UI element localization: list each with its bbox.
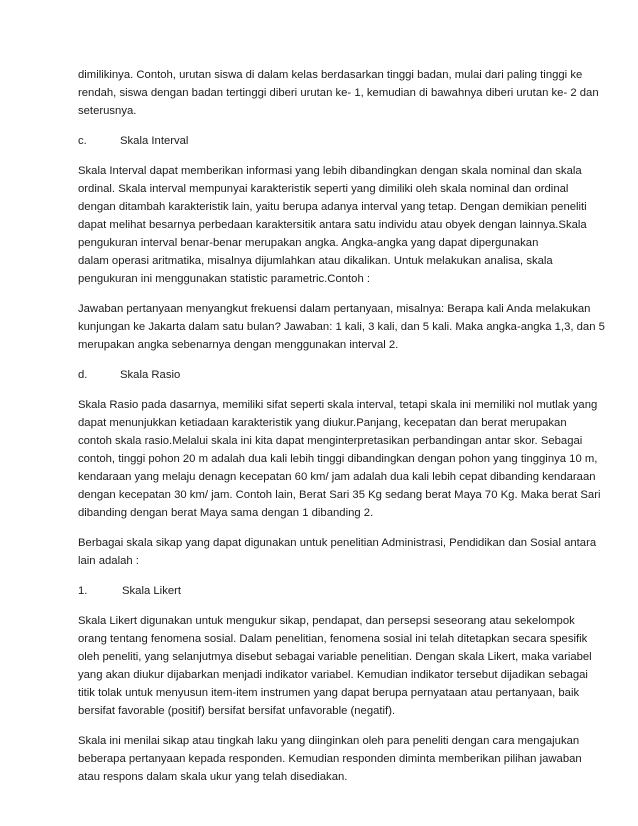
section-heading-skala-rasio — [78, 366, 572, 384]
text-line: beberapa pertanyaan kepada responden. Kemudian responden diminta memberikan pilihan jawaban — [78, 753, 582, 765]
text-line: oleh peneliti, yang selanjutmya disebut sebagai variable penelitian. Dengan skala Likert, maka variabel — [78, 651, 592, 663]
paragraph-skala-rasio-definition — [78, 396, 601, 522]
text-line: orang tentang fenomena sosial. Dalam penelitian, fenomena sosial ini telah ditetapkan secara spesifik — [78, 633, 588, 645]
heading-text: Skala Rasio — [120, 369, 181, 381]
heading-marker: d. — [78, 369, 88, 381]
text-line: dibanding dengan berat Maya sama dengan 1 dibanding 2. — [78, 507, 374, 519]
paragraph-skala-sikap-intro — [78, 534, 597, 570]
text-line: yang akan diukur dijabarkan menjadi indikator variabel. Kemudian indikator tersebut dijadikan sebagai — [78, 669, 588, 681]
text-line: Skala ini menilai sikap atau tingkah laku yang diinginkan oleh para peneliti dengan cara mengajukan — [78, 735, 580, 747]
text-line: rendah, siswa dengan badan tertinggi diberi urutan ke- 1, kemudian di bawahnya diberi urutan ke- 2 dan — [78, 87, 599, 99]
text-line: atau respons dalam skala ukur yang telah disediakan. — [78, 771, 348, 783]
text-line: Berbagai skala sikap yang dapat digunakan untuk penelitian Administrasi, Pendidikan dan Sosial antara — [78, 537, 597, 549]
text-line: Skala Interval dapat memberikan informasi yang lebih dibandingkan dengan skala nominal dan skala — [78, 165, 582, 177]
paragraph-ordinal-example-continuation — [78, 66, 599, 120]
section-heading-skala-likert — [78, 582, 572, 600]
text-line: Skala Rasio pada dasarnya, memiliki sifat seperti skala interval, tetapi skala ini memiliki nol mutlak yang — [78, 399, 598, 411]
text-line: dapat menunjukkan ketiadaan karakteristik yang diukur.Panjang, kecepatan dan berat merupakan — [78, 417, 567, 429]
text-line: contoh, tinggi pohon 20 m adalah dua kali lebih tinggi dibandingkan dengan pohon yang tingginya 10 m, — [78, 453, 598, 465]
text-line: ordinal. Skala interval mempunyai karakteristik seperti yang dimiliki oleh skala nominal dan ordinal — [78, 183, 569, 195]
text-line: pengukuran interval benar-benar merupakan angka. Angka-angka yang dapat dipergunakan — [78, 237, 539, 249]
text-line: titik tolak untuk menyusun item-item instrumen yang dapat berupa pernyataan atau pertanyaan, baik — [78, 687, 580, 699]
paragraph-skala-likert-method — [78, 732, 582, 786]
heading-text: Skala Likert — [122, 585, 182, 597]
text-line: dalam operasi aritmatika, misalnya dijumlahkan atau dikalikan. Untuk melakukan analisa, skala — [78, 255, 553, 267]
paragraph-skala-interval-example — [78, 300, 605, 354]
text-line: dengan kecepatan 30 km/ jam. Contoh lain, Berat Sari 35 Kg sedang berat Maya 70 Kg. Maka berat Sari — [78, 489, 601, 501]
heading-marker: 1. — [78, 585, 88, 597]
text-line: merupakan angka sebenarnya dengan menggunakan interval 2. — [78, 339, 399, 351]
text-line: contoh skala rasio.Melalui skala ini kita dapat menginterpretasikan perbandingan antar skor. Sebagai — [78, 435, 583, 447]
paragraph-skala-interval-definition — [78, 162, 587, 288]
section-heading-skala-interval — [78, 132, 572, 150]
document-body — [78, 66, 605, 798]
paragraph-skala-likert-definition — [78, 612, 592, 720]
text-line: Skala Likert digunakan untuk mengukur sikap, pendapat, dan persepsi seseorang atau sekelompok — [78, 615, 575, 627]
heading-marker: c. — [78, 135, 87, 147]
text-line: kendaraan yang melaju denagn kecepatan 60 km/ jam adalah dua kali lebih cepat dibanding kendaraan — [78, 471, 596, 483]
text-line: dimilikinya. Contoh, urutan siswa di dalam kelas berdasarkan tinggi badan, mulai dari paling tinggi ke — [78, 69, 583, 81]
text-line: lain adalah : — [78, 555, 139, 567]
text-line: dengan ditambah karakteristik lain, yaitu berupa adanya interval yang tetap. Dengan demikian peneliti — [78, 201, 587, 213]
text-line: Jawaban pertanyaan menyangkut frekuensi dalam pertanyaan, misalnya: Berapa kali Anda melakukan — [78, 303, 591, 315]
text-line: kunjungan ke Jakarta dalam satu bulan? Jawaban: 1 kali, 3 kali, dan 5 kali. Maka angka-angka 1,3, dan 5 — [78, 321, 605, 333]
text-line: bersifat favorable (positif) bersifat bersifat unfavorable (negatif). — [78, 705, 396, 717]
text-line: dapat melihat besarnya perbedaan karaktersitik antara satu individu atau obyek dengan lainnya.Skala — [78, 219, 587, 231]
text-line: seterusnya. — [78, 105, 137, 117]
text-line: pengukuran ini menggunakan statistic parametric.Contoh : — [78, 273, 371, 285]
heading-text: Skala Interval — [120, 135, 189, 147]
